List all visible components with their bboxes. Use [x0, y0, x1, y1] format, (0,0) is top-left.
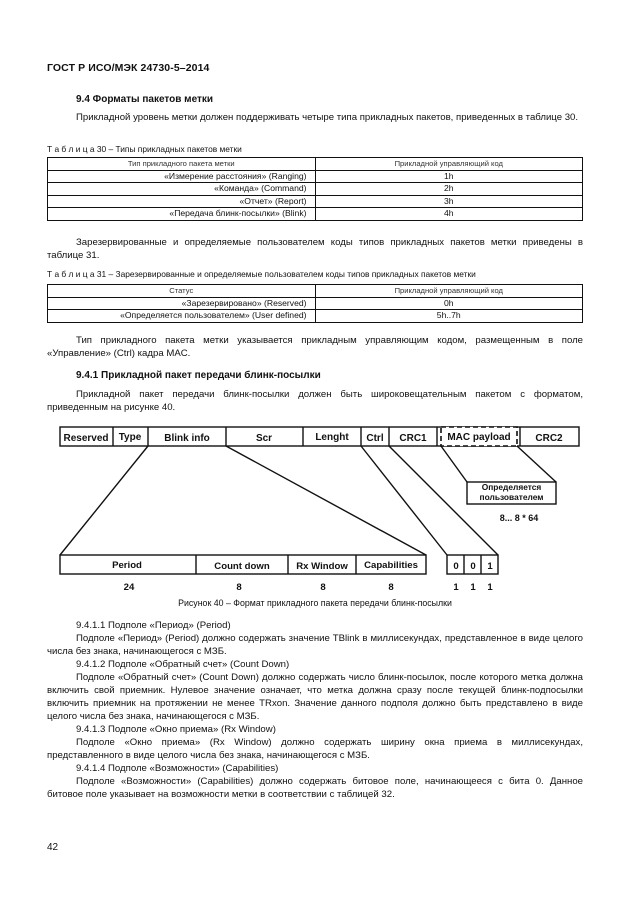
- table-row: [48, 195, 583, 208]
- paragraph-9-4: Прикладной уровень метки должен поддерживать четыре типа прикладных пакетов, приведенных в таблице 30.: [76, 112, 579, 123]
- size-rx-window: 8: [320, 582, 326, 593]
- size-period: 24: [123, 582, 135, 593]
- table-cell: «Отчет» (Report): [48, 195, 316, 208]
- table-row: [48, 297, 583, 310]
- table-row: [48, 208, 583, 221]
- subsection-body: Подполе «Окно приема» (Rx Window) должно содержать ширину окна приема в миллисекундах, представленного в виде целого числа без знака, начинающегося с МЗБ.: [47, 737, 583, 761]
- table-cell: «Определяется пользователем» (User defined): [48, 310, 316, 323]
- table-header-cell: Статус: [48, 285, 316, 298]
- table-cell: 3h: [315, 195, 583, 208]
- table-31-caption: Т а б л и ц а 31 – Зарезервированные и определяемые пользователем коды типов прикладных пакетов метки: [47, 269, 476, 279]
- table-cell: «Передача блинк-посылки» (Blink): [48, 208, 316, 221]
- section-title-9-4-1: 9.4.1 Прикладной пакет передачи блинк-посылки: [76, 370, 321, 381]
- bit-value: 1: [487, 561, 493, 572]
- subsection-title: 9.4.1.3 Подполе «Окно приема» (Rx Window): [76, 724, 276, 735]
- size-capabilities: 8: [388, 582, 394, 593]
- table-row: [48, 170, 583, 183]
- table-cell: «Зарезервировано» (Reserved): [48, 297, 316, 310]
- table-header-row: [48, 285, 583, 298]
- table-row: [48, 183, 583, 196]
- connector-line: [441, 446, 467, 482]
- size-count-down: 8: [236, 582, 242, 593]
- table-cell: «Команда» (Command): [48, 183, 316, 196]
- table-cell: 0h: [315, 297, 583, 310]
- bit-size: 1: [470, 582, 476, 593]
- figure-40-caption: Рисунок 40 – Формат прикладного пакета передачи блинк-посылки: [178, 598, 452, 608]
- field-mac-payload: MAC payload: [447, 432, 511, 443]
- field-period: Period: [112, 560, 142, 571]
- field-length: Lenght: [315, 432, 349, 443]
- field-scr: Scr: [255, 433, 273, 444]
- paragraph-9-4-1: Прикладной пакет передачи блинк-посылки должен быть широковещательным пакетом с форматом, приведенным на рисунке 40.: [47, 389, 583, 413]
- bit-value: 0: [453, 561, 459, 572]
- subsection-body: Подполе «Обратный счет» (Count Down) должно содержать число блинк-посылок, после которого метка должна включить свой приемник. Нулевое значение означает, что метка должна сразу после текущей блинк-подпосылки включить приемник на протяжении не менее TRxon. Значение данного подполя должно быть представлено в виде целого числа без знака, начинающегося с МЗБ.: [47, 672, 583, 722]
- connector-line: [517, 446, 556, 482]
- table-cell: 5h..7h: [315, 310, 583, 323]
- paragraph-reserved: Зарезервированные и определяемые пользователем коды типов прикладных пакетов метки приведены в таблице 31.: [47, 237, 583, 261]
- field-reserved: Reserved: [63, 433, 109, 444]
- user-defined-label: Определяется пользователем: [479, 482, 544, 502]
- table-cell: 2h: [315, 183, 583, 196]
- user-defined-size: 8... 8 * 64: [499, 513, 539, 523]
- table-30-caption: Т а б л и ц а 30 – Типы прикладных пакетов метки: [47, 144, 242, 154]
- section-title-9-4: 9.4 Форматы пакетов метки: [76, 94, 214, 105]
- field-count-down: Count down: [214, 561, 270, 572]
- expansion-lines: [60, 446, 498, 555]
- bit-size: 1: [487, 582, 493, 593]
- table-header-cell: Тип прикладного пакета метки: [48, 158, 316, 171]
- table-30: [47, 157, 583, 221]
- subsection-title: 9.4.1.1 Подполе «Период» (Period): [76, 620, 231, 631]
- table-31: [47, 284, 583, 323]
- table-row: [48, 310, 583, 323]
- paragraph-type: Тип прикладного пакета метки указывается прикладным управляющим кодом, размещенным в поле «Управление» (Ctrl) кадра MAC.: [47, 335, 583, 359]
- subsection-title: 9.4.1.2 Подполе «Обратный счет» (Count Down): [76, 659, 290, 670]
- page-number: 42: [47, 842, 59, 853]
- subsection-title: 9.4.1.4 Подполе «Возможности» (Capabilities): [76, 763, 279, 774]
- table-cell: «Измерение расстояния» (Ranging): [48, 170, 316, 183]
- field-rx-window: Rx Window: [296, 561, 348, 572]
- table-cell: 4h: [315, 208, 583, 221]
- field-capabilities: Capabilities: [364, 560, 418, 571]
- subsection-body: Подполе «Возможности» (Capabilities) должно содержать битовое поле, начинающееся с бита 0. Данное битовое поле указывает на возможности метки в соответствии с таблицей 32.: [47, 776, 583, 800]
- field-crc2: CRC2: [535, 433, 563, 444]
- bit-size: 1: [453, 582, 459, 593]
- table-header-row: [48, 158, 583, 171]
- subsection-body: Подполе «Период» (Period) должно содержать значение TBlink в миллисекундах, представленное в виде целого числа без знака, начинающегося с МЗБ.: [47, 633, 583, 657]
- table-header-cell: Прикладной управляющий код: [315, 158, 583, 171]
- field-ctrl: Ctrl: [366, 433, 384, 444]
- field-crc1: CRC1: [399, 433, 427, 444]
- field-type: Type: [118, 432, 142, 443]
- subsections-block: [47, 619, 583, 801]
- figure-40-diagram: [0, 420, 630, 600]
- table-cell: 1h: [315, 170, 583, 183]
- field-blink-info: Blink info: [164, 433, 210, 444]
- document-header: ГОСТ Р ИСО/МЭК 24730-5–2014: [47, 62, 210, 74]
- table-header-cell: Прикладной управляющий код: [315, 285, 583, 298]
- bit-value: 0: [470, 561, 476, 572]
